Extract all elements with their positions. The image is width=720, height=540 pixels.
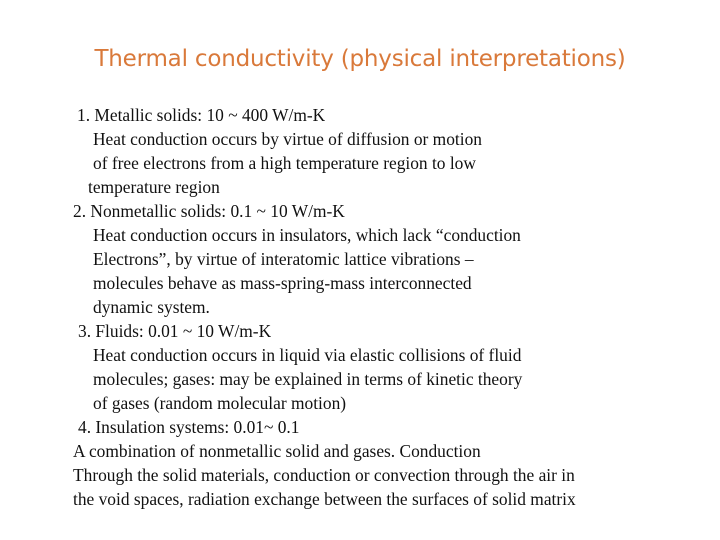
item-3-heading: 3. Fluids: 0.01 ~ 10 W/m-K (78, 321, 272, 341)
item-3-text-line: of gases (random molecular motion) (93, 393, 347, 413)
item-1-text-line: Heat conduction occurs by virtue of diffusion or motion (93, 129, 482, 149)
item-2-text-line: dynamic system. (93, 297, 210, 317)
slide-title: Thermal conductivity (physical interpretations) (94, 46, 626, 72)
item-2-text-line: molecules behave as mass-spring-mass interconnected (93, 273, 472, 293)
item-2-text-line: Electrons”, by virtue of interatomic lattice vibrations – (93, 249, 474, 269)
item-1-text-line: temperature region (88, 177, 220, 197)
item-2-text-line: Heat conduction occurs in insulators, which lack “conduction (93, 225, 521, 245)
item-4-text-line: the void spaces, radiation exchange between the surfaces of solid matrix (73, 489, 576, 509)
item-3-text-line: Heat conduction occurs in liquid via elastic collisions of fluid (93, 345, 522, 365)
item-1-heading: 1. Metallic solids: 10 ~ 400 W/m-K (77, 105, 326, 125)
item-3-text-line: molecules; gases: may be explained in terms of kinetic theory (93, 369, 523, 389)
item-1-text-line: of free electrons from a high temperature region to low (93, 153, 476, 173)
item-4-heading: 4. Insulation systems: 0.01~ 0.1 (78, 417, 300, 437)
item-2-heading: 2. Nonmetallic solids: 0.1 ~ 10 W/m-K (73, 201, 345, 221)
item-4-text-line: Through the solid materials, conduction or convection through the air in (73, 465, 575, 485)
item-4-text-line: A combination of nonmetallic solid and gases. Conduction (73, 441, 481, 461)
